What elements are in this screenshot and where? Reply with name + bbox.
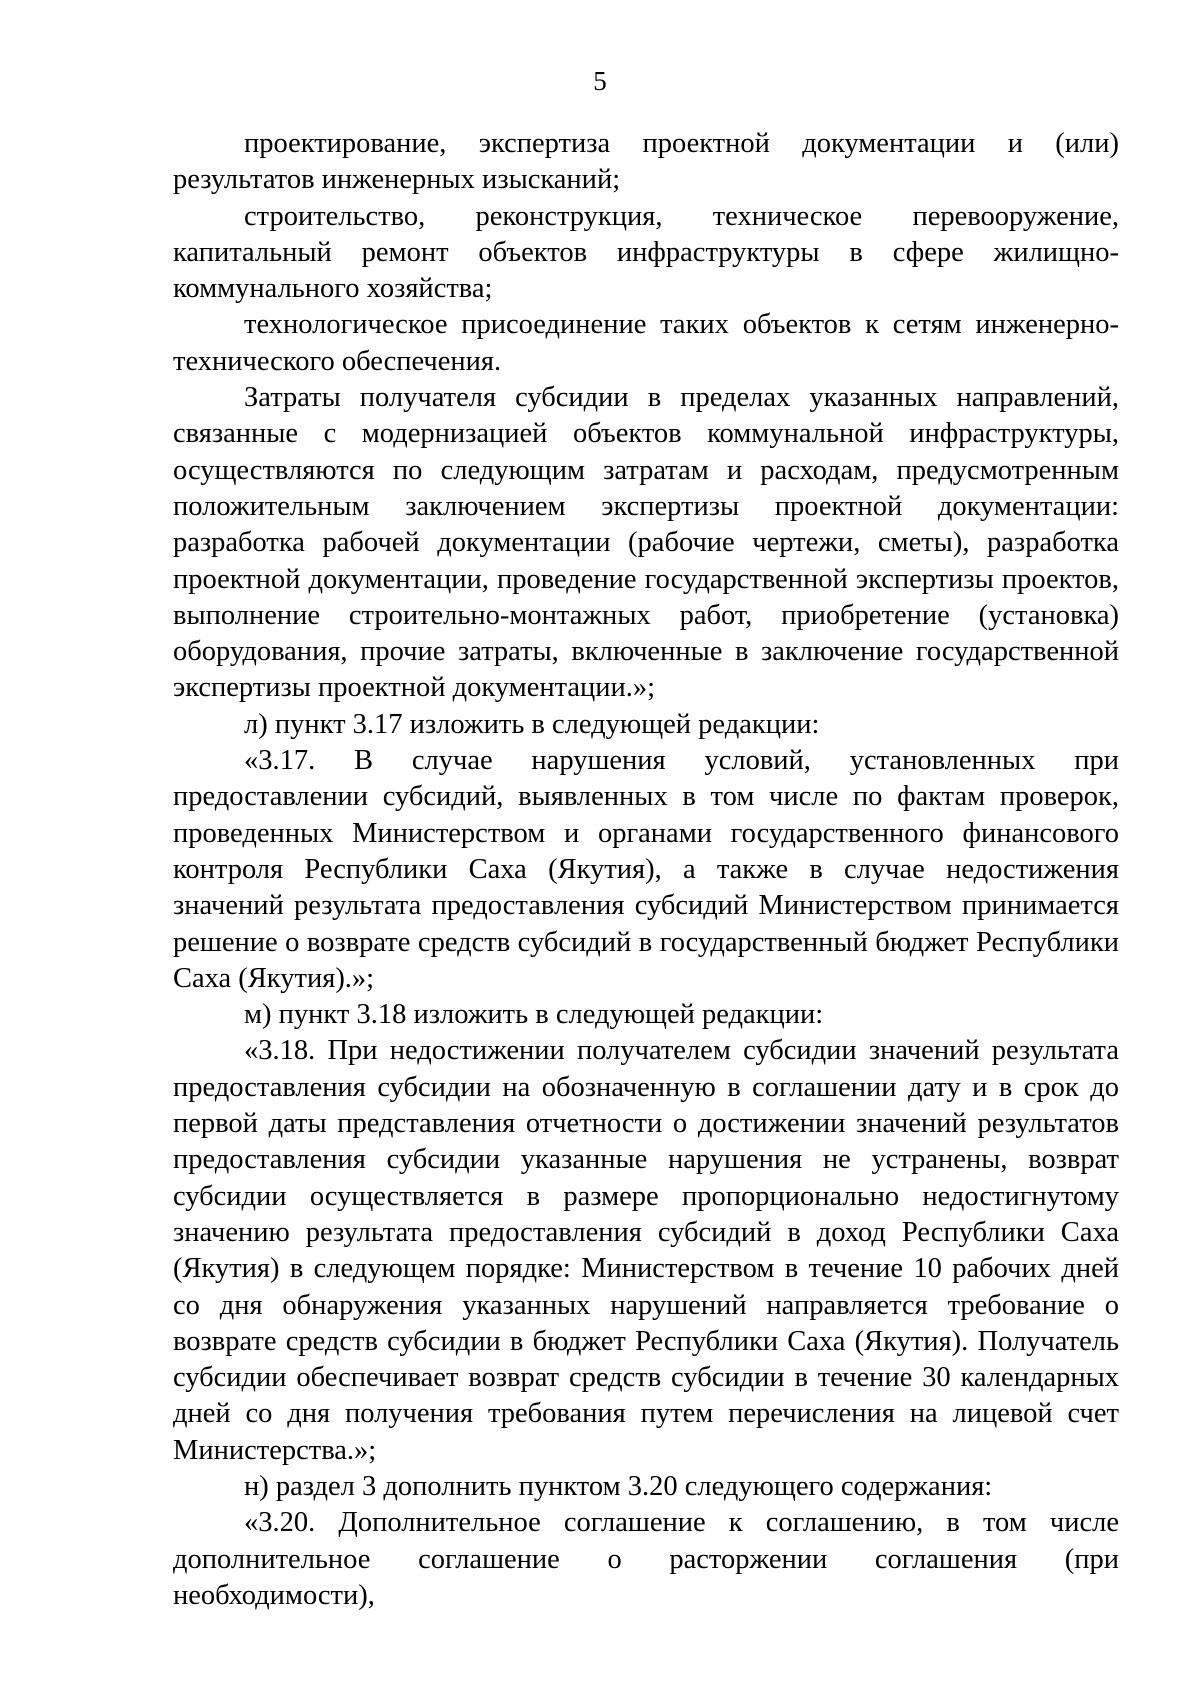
paragraph-design-expertise: проектирование, экспертиза проектной документации и (или) результатов инженерных изысканий;: [173, 128, 1119, 196]
paragraph-costs: Затраты получателя субсидии в пределах указанных направлений, связанные с модернизацией объектов коммунальной инфраструктуры, осуществляются по следующим затратам и расходам, предусмотренным положительным заключением экспертизы проектной документации: разработка рабочей документации (рабочие чертежи, сметы), разработка проектной документации, проведение государственной экспертизы проектов, выполнение строительно-монтажных работ, приобретение (установка) оборудования, прочие затраты, включенные в заключение государственной экспертизы проектной документации.»;: [173, 382, 1119, 704]
paragraph-clause-3-18: «3.18. При недостижении получателем субсидии значений результата предоставления субсидии на обозначенную в соглашении дату и в срок до первой даты представления отчетности о достижении значений результатов предоставления субсидии указанные нарушения не устранены, возврат субсидии осуществляется в размере пропорционально недостигнутому значению результата предоставления субсидий в доход Республики Саха (Якутия) в следующем порядке: Министерством в течение 10 рабочих дней со дня обнаружения указанных нарушений направляется требование о возврате средств субсидии в бюджет Республики Саха (Якутия). Получатель субсидии обеспечивает возврат средств субсидии в течение 30 календарных дней со дня получения требования путем перечисления на лицевой счет Министерства.»;: [173, 1035, 1119, 1466]
paragraph-item-l: л) пункт 3.17 изложить в следующей редакции:: [244, 708, 820, 740]
paragraph-connection: технологическое присоединение таких объектов к сетям инженерно-технического обеспечения.: [173, 309, 1119, 377]
page-number: 5: [593, 66, 607, 96]
document-body: [173, 126, 1119, 1614]
paragraph-item-n: н) раздел 3 дополнить пунктом 3.20 следующего содержания:: [244, 1470, 993, 1502]
paragraph-clause-3-17: «3.17. В случае нарушения условий, установленных при предоставлении субсидий, выявленных в том числе по фактам проверок, проведенных Министерством и органами государственного финансового контроля Республики Саха (Якутия), а также в случае недостижения значений результата предоставления субсидий Министерством принимается решение о возврате средств субсидий в государственный бюджет Республики Саха (Якутия).»;: [173, 745, 1119, 994]
paragraph-clause-3-20: «3.20. Дополнительное соглашение к соглашению, в том числе дополнительное соглашение о расторжении соглашения (при необходимости),: [173, 1507, 1119, 1611]
paragraph-item-m: м) пункт 3.18 изложить в следующей редакции:: [244, 999, 824, 1031]
paragraph-construction: строительство, реконструкция, техническое перевооружение, капитальный ремонт объектов инфраструктуры в сфере жилищно-коммунального хозяйства;: [173, 200, 1119, 305]
